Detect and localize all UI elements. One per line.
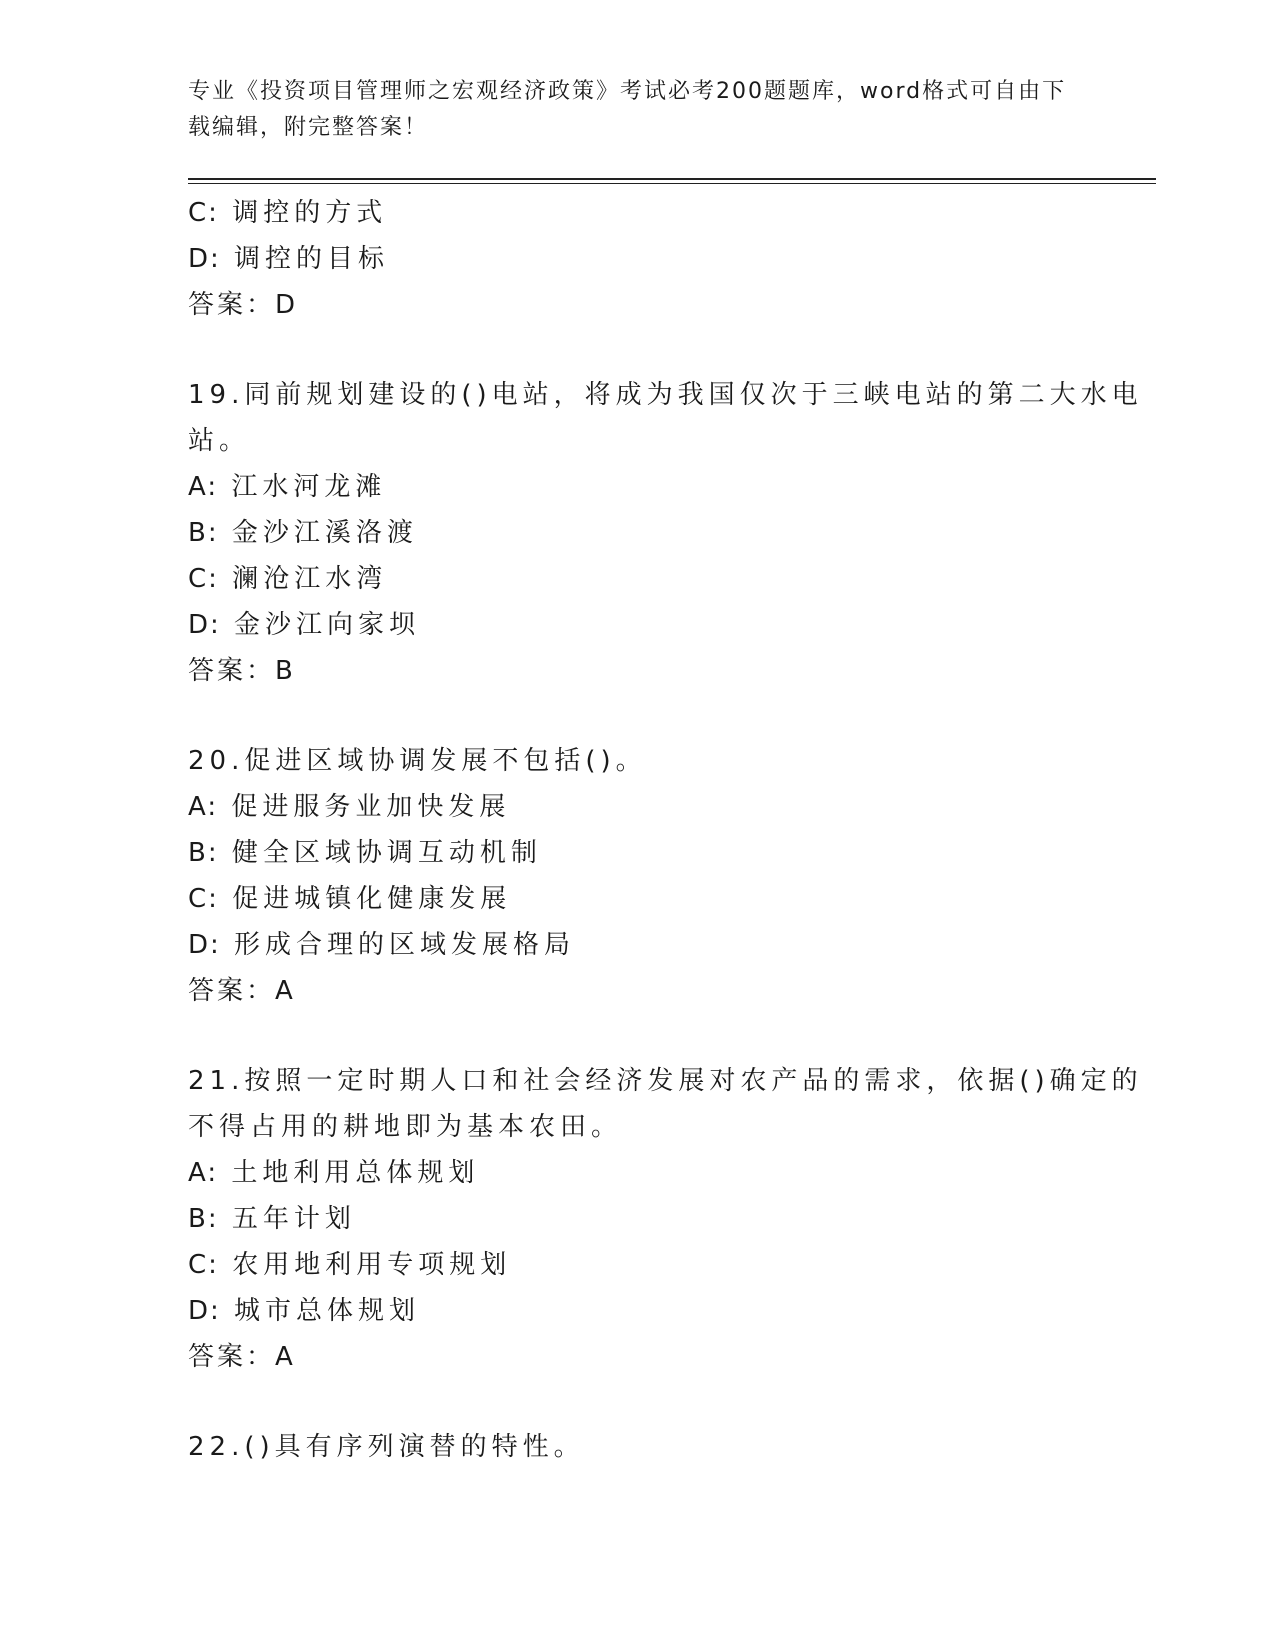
option-b bbox=[188, 830, 1088, 876]
option-text: 健全区域协调互动机制 bbox=[231, 838, 542, 868]
option-letter: B: bbox=[188, 1204, 219, 1234]
option-a bbox=[188, 1150, 1088, 1196]
option-text: 促进城镇化健康发展 bbox=[232, 884, 512, 914]
question-22 bbox=[188, 1424, 1088, 1470]
option-c bbox=[188, 556, 1088, 602]
option-text: 江水河龙滩 bbox=[231, 472, 387, 502]
question-21 bbox=[188, 1058, 1143, 1380]
spacer bbox=[188, 694, 1088, 738]
option-c bbox=[188, 876, 1088, 922]
option-text: 澜沧江水湾 bbox=[232, 564, 388, 594]
question-stem-continued: 站。 bbox=[188, 426, 251, 456]
question-stem-continued: 不得占用的耕地即为基本农田。 bbox=[188, 1112, 623, 1142]
option-letter: B: bbox=[188, 838, 219, 868]
option-c bbox=[188, 1242, 1088, 1288]
option-d bbox=[188, 922, 1088, 968]
option-text: 金沙江溪洛渡 bbox=[231, 518, 418, 548]
option-letter: A: bbox=[188, 472, 219, 502]
option-text: 形成合理的区域发展格局 bbox=[234, 930, 576, 960]
question-20 bbox=[188, 738, 1088, 1014]
spacer bbox=[188, 1380, 1088, 1424]
option-letter: D: bbox=[188, 1296, 221, 1326]
document-header: 专业《投资项目管理师之宏观经济政策》考试必考200题题库，word格式可自由下载编辑，附完整答案！ bbox=[188, 79, 1067, 140]
option-a bbox=[188, 784, 1088, 830]
option-b bbox=[188, 1196, 1088, 1242]
question-stem: 21.按照一定时期人口和社会经济发展对农产品的需求，依据()确定的 bbox=[188, 1066, 1143, 1096]
option-d bbox=[188, 602, 1088, 648]
option-letter: D: bbox=[188, 244, 221, 274]
spacer bbox=[188, 1014, 1088, 1058]
spacer bbox=[188, 328, 1088, 372]
option-a bbox=[188, 464, 1088, 510]
answer-line: 答案：A bbox=[188, 1342, 296, 1372]
option-letter: C: bbox=[188, 198, 219, 228]
option-letter: C: bbox=[188, 1250, 219, 1280]
option-d bbox=[188, 236, 1088, 282]
option-d bbox=[188, 1288, 1088, 1334]
option-letter: D: bbox=[188, 930, 221, 960]
question-18-continued bbox=[188, 190, 1088, 328]
option-letter: A: bbox=[188, 1158, 219, 1188]
option-letter: C: bbox=[188, 564, 219, 594]
question-19 bbox=[188, 372, 1143, 694]
option-text: 调控的方式 bbox=[232, 198, 388, 228]
question-stem: 19.同前规划建设的()电站，将成为我国仅次于三峡电站的第二大水电 bbox=[188, 380, 1143, 410]
option-text: 促进服务业加快发展 bbox=[231, 792, 511, 822]
answer-line: 答案：B bbox=[188, 656, 296, 686]
answer-line: 答案：A bbox=[188, 976, 296, 1006]
option-letter: D: bbox=[188, 610, 221, 640]
answer-line: 答案：D bbox=[188, 290, 299, 320]
question-list bbox=[188, 190, 1143, 1470]
option-letter: A: bbox=[188, 792, 219, 822]
option-text: 五年计划 bbox=[231, 1204, 356, 1234]
header-divider-thick bbox=[188, 178, 1156, 180]
option-text: 土地利用总体规划 bbox=[231, 1158, 480, 1188]
question-stem: 20.促进区域协调发展不包括()。 bbox=[188, 746, 647, 776]
option-text: 农用地利用专项规划 bbox=[232, 1250, 512, 1280]
header-divider-thin bbox=[188, 183, 1156, 184]
option-letter: B: bbox=[188, 518, 219, 548]
option-text: 城市总体规划 bbox=[234, 1296, 421, 1326]
option-text: 金沙江向家坝 bbox=[234, 610, 421, 640]
option-text: 调控的目标 bbox=[234, 244, 390, 274]
option-b bbox=[188, 510, 1088, 556]
question-stem: 22.()具有序列演替的特性。 bbox=[188, 1432, 585, 1462]
option-c bbox=[188, 190, 1088, 236]
option-letter: C: bbox=[188, 884, 219, 914]
